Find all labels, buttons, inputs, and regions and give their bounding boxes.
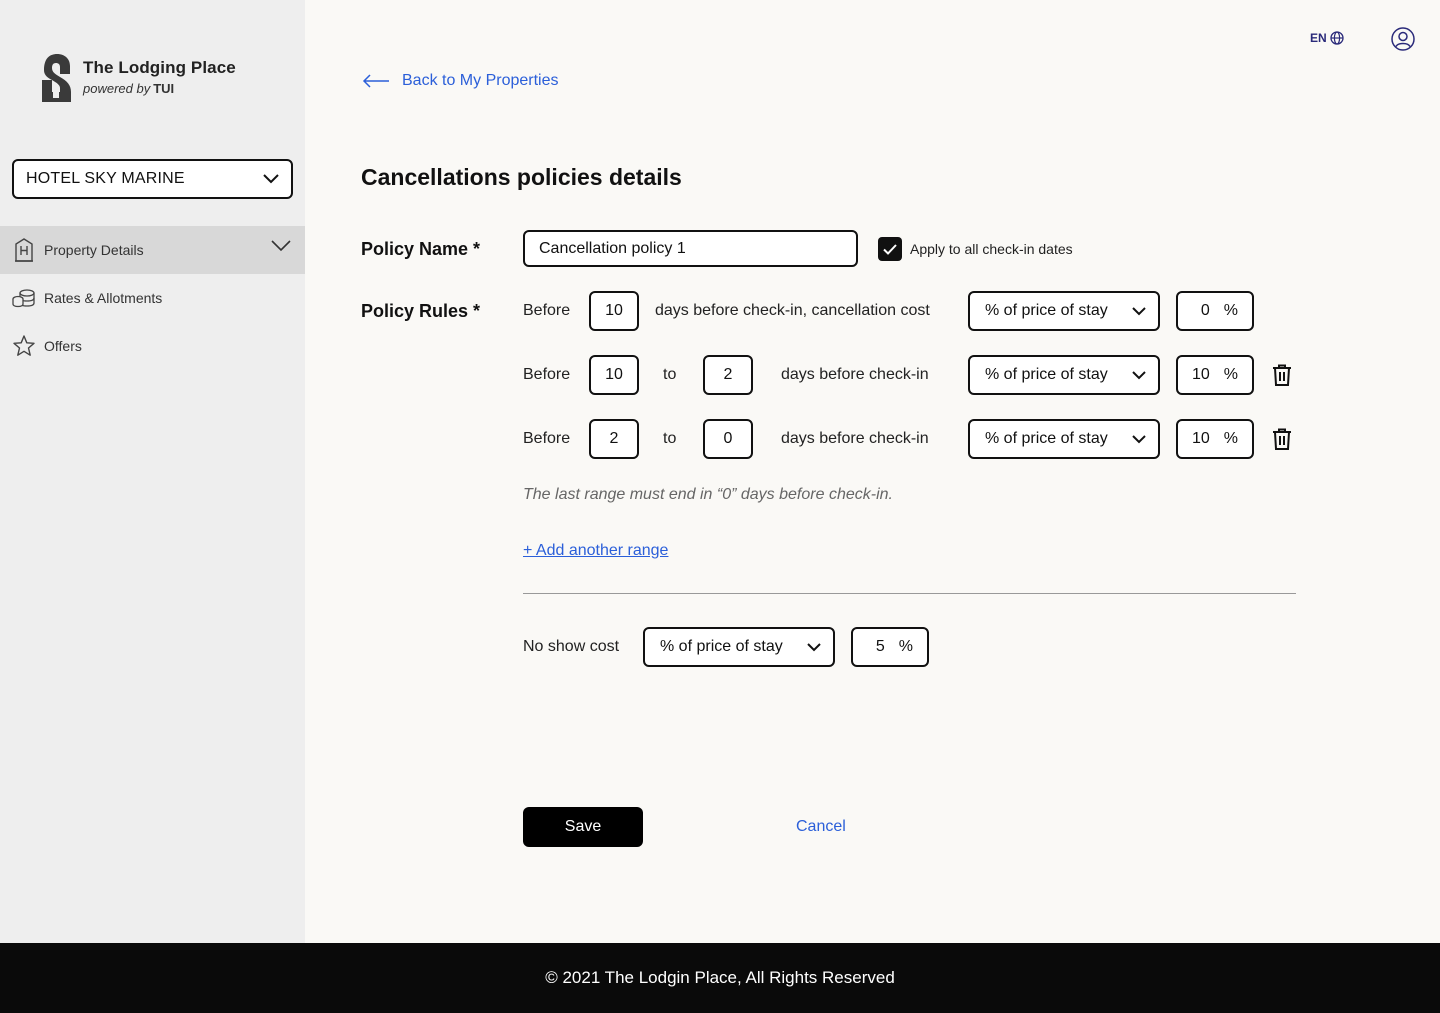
rule-to-label: to <box>663 430 677 447</box>
no-show-cost-type-select[interactable] <box>643 627 835 667</box>
policy-name-label: Policy Name * <box>361 239 481 259</box>
sidebar-item-property-details[interactable] <box>0 226 305 274</box>
chevron-down-icon <box>263 174 279 184</box>
checkbox-checked[interactable] <box>878 237 902 261</box>
footer <box>0 943 1440 1013</box>
percent-unit: % <box>1223 302 1238 319</box>
property-selector-value: HOTEL SKY MARINE <box>26 170 185 187</box>
cost-type-value: % of price of stay <box>985 366 1108 383</box>
chevron-down-icon <box>271 240 291 252</box>
rule-to-label: to <box>663 366 677 383</box>
rule-3-to-input[interactable] <box>703 419 753 459</box>
cost-value: 10 <box>1191 430 1210 447</box>
sidebar <box>0 0 305 943</box>
rule-description: days before check-in <box>781 430 929 447</box>
brand-subtitle <box>83 81 236 96</box>
cost-value: 5 <box>875 638 885 655</box>
brand-logo[interactable] <box>40 52 236 102</box>
percent-unit: % <box>1223 430 1238 447</box>
rule-2-from-input[interactable] <box>589 355 639 395</box>
property-selector[interactable] <box>12 159 293 199</box>
copyright-text: © 2021 The Lodgin Place, All Rights Reserved <box>545 968 895 987</box>
rule-3-cost-value-input[interactable] <box>1176 419 1254 459</box>
rule-3-from-input[interactable] <box>589 419 639 459</box>
rule-2-to-input[interactable] <box>703 355 753 395</box>
sidebar-nav <box>0 226 305 370</box>
cost-value: 0 <box>1200 302 1210 319</box>
cost-type-value: % of price of stay <box>985 302 1108 319</box>
rule-to-value: 2 <box>723 366 733 383</box>
rule-to-value: 0 <box>723 430 733 447</box>
rule-1-cost-value-input[interactable] <box>1176 291 1254 331</box>
rule-1-cost-type-select[interactable] <box>968 291 1160 331</box>
rule-from-value: 2 <box>609 430 619 447</box>
policy-name-value: Cancellation policy 1 <box>539 239 686 257</box>
delete-rule-2-icon[interactable] <box>1272 364 1292 386</box>
percent-unit: % <box>898 638 913 655</box>
logo-mark-icon <box>40 52 72 102</box>
rule-2-cost-value-input[interactable] <box>1176 355 1254 395</box>
apply-all-dates-label: Apply to all check-in dates <box>910 241 1073 257</box>
section-divider <box>523 593 1296 594</box>
language-selector[interactable] <box>1310 31 1344 45</box>
rule-description: days before check-in, cancellation cost <box>655 302 930 319</box>
save-button[interactable]: Save <box>523 807 643 847</box>
coins-icon <box>12 286 36 310</box>
policy-rules-label: Policy Rules * <box>361 301 481 321</box>
rule-3-cost-type-select[interactable] <box>968 419 1160 459</box>
back-link-label: Back to My Properties <box>402 72 559 89</box>
cancel-button[interactable]: Cancel <box>796 818 846 835</box>
last-range-hint: The last range must end in “0” days before check-in. <box>523 486 893 503</box>
rule-description: days before check-in <box>781 366 929 383</box>
no-show-cost-value-input[interactable] <box>851 627 929 667</box>
rule-from-value: 10 <box>605 302 623 319</box>
rule-before-label: Before <box>523 302 571 319</box>
sidebar-item-label: Rates & Allotments <box>44 290 163 306</box>
chevron-down-icon <box>807 643 821 652</box>
sidebar-item-label: Property Details <box>44 242 144 258</box>
page-title: Cancellations policies details <box>361 164 682 190</box>
sidebar-item-offers[interactable] <box>0 322 305 370</box>
chevron-down-icon <box>1132 435 1146 444</box>
star-icon <box>12 334 36 358</box>
cost-type-value: % of price of stay <box>660 638 783 655</box>
hotel-icon <box>12 238 36 262</box>
chevron-down-icon <box>1132 307 1146 316</box>
brand-name: The Lodging Place <box>83 58 236 77</box>
rule-before-label: Before <box>523 366 571 383</box>
user-account-icon[interactable] <box>1391 27 1415 51</box>
partner-name: TUI <box>153 81 175 96</box>
add-range-link[interactable]: + Add another range <box>523 542 669 559</box>
rule-from-value: 10 <box>605 366 623 383</box>
sidebar-item-label: Offers <box>44 338 82 354</box>
rule-1-from-input[interactable] <box>589 291 639 331</box>
back-to-properties-link[interactable] <box>362 72 559 90</box>
arrow-left-icon <box>362 74 390 88</box>
rule-before-label: Before <box>523 430 571 447</box>
rule-2-cost-type-select[interactable] <box>968 355 1160 395</box>
globe-icon <box>1330 31 1344 45</box>
cost-value: 10 <box>1191 366 1210 383</box>
powered-by-text: powered by <box>83 81 151 96</box>
apply-all-dates-checkbox[interactable] <box>878 237 1073 261</box>
language-code: EN <box>1310 31 1327 45</box>
policy-name-input[interactable] <box>523 230 858 267</box>
cost-type-value: % of price of stay <box>985 430 1108 447</box>
chevron-down-icon <box>1132 371 1146 380</box>
no-show-label: No show cost <box>523 638 620 655</box>
delete-rule-3-icon[interactable] <box>1272 428 1292 450</box>
sidebar-item-rates-allotments[interactable] <box>0 274 305 322</box>
percent-unit: % <box>1223 366 1238 383</box>
checkmark-icon <box>883 244 897 255</box>
